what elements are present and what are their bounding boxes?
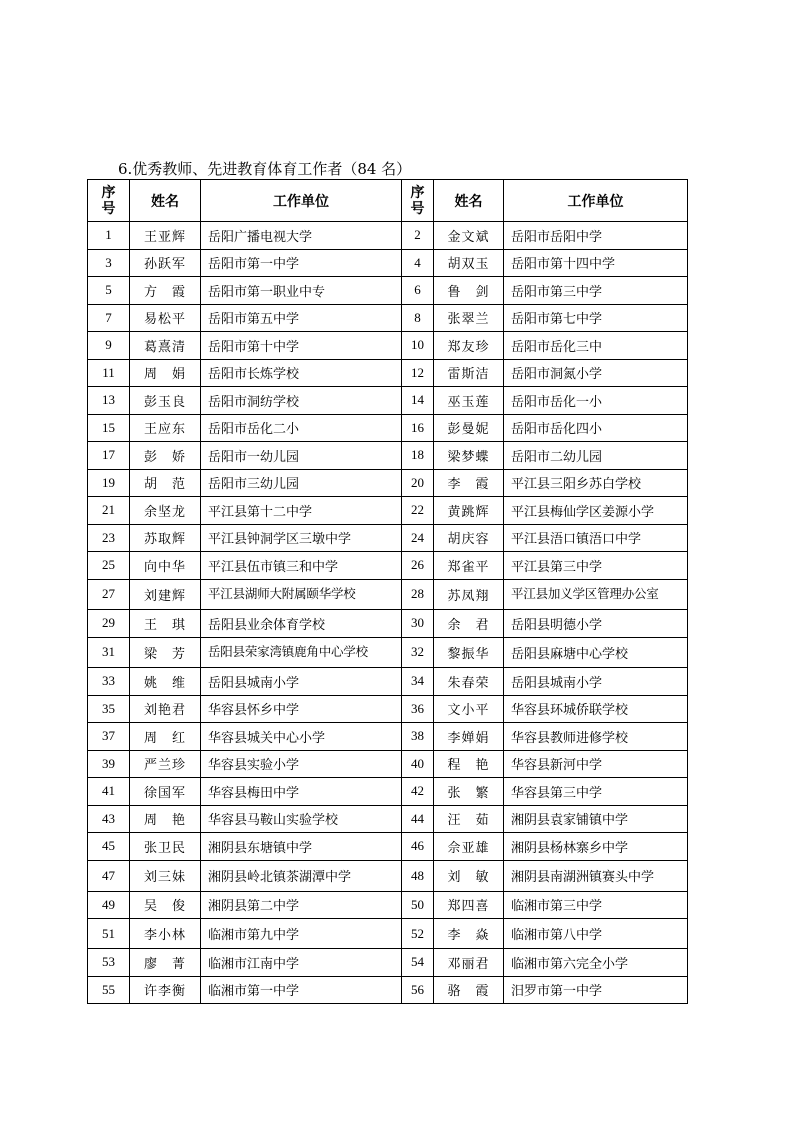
table-row [88, 723, 688, 751]
unit-cell-right: 岳阳市第七中学 [504, 304, 688, 332]
seq-cell-right: 14 [402, 387, 434, 415]
unit-cell-left: 临湘市第一中学 [201, 976, 402, 1004]
seq-cell-left: 41 [88, 778, 130, 806]
seq-cell-right: 38 [402, 723, 434, 751]
seq-cell-left: 11 [88, 359, 130, 387]
seq-cell-right: 40 [402, 750, 434, 778]
name-cell-left: 胡 范 [130, 469, 201, 497]
header-unit-right: 工作单位 [504, 180, 688, 222]
unit-cell-right: 湘阴县袁家铺镇中学 [504, 805, 688, 833]
name-cell-right: 佘亚雄 [434, 833, 504, 861]
unit-cell-left: 湘阴县第二中学 [201, 891, 402, 919]
unit-cell-left: 岳阳县城南小学 [201, 668, 402, 696]
unit-cell-right: 湘阴县南湖洲镇赛头中学 [504, 860, 688, 891]
table-row [88, 524, 688, 552]
unit-cell-right: 汨罗市第一中学 [504, 976, 688, 1004]
seq-cell-right: 42 [402, 778, 434, 806]
name-cell-left: 刘三妹 [130, 860, 201, 891]
name-cell-left: 张卫民 [130, 833, 201, 861]
seq-cell-left: 49 [88, 891, 130, 919]
unit-cell-right: 平江县加义学区管理办公室 [504, 579, 688, 610]
name-cell-left: 周 艳 [130, 805, 201, 833]
unit-cell-left: 平江县伍市镇三和中学 [201, 552, 402, 580]
name-cell-left: 许李衡 [130, 976, 201, 1004]
seq-cell-left: 45 [88, 833, 130, 861]
name-cell-right: 余 君 [434, 610, 504, 638]
unit-cell-left: 岳阳广播电视大学 [201, 222, 402, 250]
seq-cell-left: 27 [88, 579, 130, 610]
seq-cell-left: 29 [88, 610, 130, 638]
table-row [88, 833, 688, 861]
table-row [88, 668, 688, 696]
name-cell-right: 苏凤翔 [434, 579, 504, 610]
section-title: 6.优秀教师、先进教育体育工作者（84 名） [118, 160, 412, 178]
seq-cell-right: 50 [402, 891, 434, 919]
unit-cell-left: 临湘市第九中学 [201, 919, 402, 949]
unit-cell-right: 临湘市第六完全小学 [504, 949, 688, 977]
unit-cell-right: 岳阳市第十四中学 [504, 249, 688, 277]
unit-cell-right: 华容县教师进修学校 [504, 723, 688, 751]
unit-cell-left: 岳阳市第一职业中专 [201, 277, 402, 305]
table-row [88, 249, 688, 277]
name-cell-left: 周 红 [130, 723, 201, 751]
unit-cell-right: 岳阳县明德小学 [504, 610, 688, 638]
seq-cell-right: 30 [402, 610, 434, 638]
seq-cell-left: 23 [88, 524, 130, 552]
name-cell-left: 徐国军 [130, 778, 201, 806]
unit-cell-right: 岳阳市洞氮小学 [504, 359, 688, 387]
table-row [88, 695, 688, 723]
award-table [87, 179, 688, 1004]
name-cell-left: 李小林 [130, 919, 201, 949]
name-cell-right: 朱春荣 [434, 668, 504, 696]
seq-cell-right: 2 [402, 222, 434, 250]
seq-cell-right: 36 [402, 695, 434, 723]
unit-cell-left: 平江县湖师大附属颐华学校 [201, 579, 402, 610]
unit-cell-right: 岳阳县麻塘中心学校 [504, 637, 688, 668]
table-row [88, 387, 688, 415]
header-unit: 工作单位 [201, 180, 402, 222]
name-cell-left: 姚 维 [130, 668, 201, 696]
name-cell-right: 李 焱 [434, 919, 504, 949]
name-cell-right: 刘 敏 [434, 860, 504, 891]
seq-cell-right: 34 [402, 668, 434, 696]
unit-cell-left: 临湘市江南中学 [201, 949, 402, 977]
name-cell-right: 郑雀平 [434, 552, 504, 580]
unit-cell-right: 平江县梅仙学区姜源小学 [504, 497, 688, 525]
name-cell-left: 余坚龙 [130, 497, 201, 525]
seq-cell-left: 31 [88, 637, 130, 668]
name-cell-right: 胡双玉 [434, 249, 504, 277]
name-cell-left: 苏取辉 [130, 524, 201, 552]
name-cell-right: 金文斌 [434, 222, 504, 250]
seq-cell-left: 35 [88, 695, 130, 723]
unit-cell-left: 岳阳市第一中学 [201, 249, 402, 277]
seq-cell-right: 6 [402, 277, 434, 305]
header-name: 姓名 [130, 180, 201, 222]
table-row [88, 332, 688, 360]
name-cell-left: 王应东 [130, 414, 201, 442]
name-cell-right: 鲁 剑 [434, 277, 504, 305]
table-row [88, 497, 688, 525]
unit-cell-right: 华容县环城侨联学校 [504, 695, 688, 723]
seq-cell-left: 5 [88, 277, 130, 305]
unit-cell-right: 岳阳市二幼儿园 [504, 442, 688, 470]
unit-cell-left: 岳阳市第十中学 [201, 332, 402, 360]
unit-cell-right: 岳阳市岳化四小 [504, 414, 688, 442]
name-cell-right: 胡庆容 [434, 524, 504, 552]
table-row [88, 949, 688, 977]
header-seq-line2: 号 [101, 200, 116, 217]
name-cell-right: 彭曼妮 [434, 414, 504, 442]
unit-cell-left: 岳阳市一幼儿园 [201, 442, 402, 470]
seq-cell-right: 32 [402, 637, 434, 668]
name-cell-left: 吴 俊 [130, 891, 201, 919]
unit-cell-left: 岳阳市洞纺学校 [201, 387, 402, 415]
name-cell-right: 郑友珍 [434, 332, 504, 360]
table-row [88, 891, 688, 919]
seq-cell-left: 51 [88, 919, 130, 949]
name-cell-left: 严兰珍 [130, 750, 201, 778]
name-cell-right: 骆 霞 [434, 976, 504, 1004]
unit-cell-right: 华容县第三中学 [504, 778, 688, 806]
unit-cell-left: 岳阳县荣家湾镇鹿角中心学校 [201, 637, 402, 668]
name-cell-left: 彭 娇 [130, 442, 201, 470]
seq-cell-left: 37 [88, 723, 130, 751]
header-name-right: 姓名 [434, 180, 504, 222]
seq-cell-left: 9 [88, 332, 130, 360]
unit-cell-right: 岳阳县城南小学 [504, 668, 688, 696]
unit-cell-left: 岳阳市长炼学校 [201, 359, 402, 387]
unit-cell-right: 华容县新河中学 [504, 750, 688, 778]
unit-cell-left: 岳阳市第五中学 [201, 304, 402, 332]
name-cell-right: 文小平 [434, 695, 504, 723]
unit-cell-left: 岳阳市三幼儿园 [201, 469, 402, 497]
seq-cell-right: 24 [402, 524, 434, 552]
seq-cell-right: 52 [402, 919, 434, 949]
unit-cell-left: 岳阳市岳化二小 [201, 414, 402, 442]
table-row [88, 778, 688, 806]
table-row [88, 469, 688, 497]
unit-cell-left: 湘阴县东塘镇中学 [201, 833, 402, 861]
unit-cell-right: 岳阳市岳阳中学 [504, 222, 688, 250]
unit-cell-left: 岳阳县业余体育学校 [201, 610, 402, 638]
unit-cell-left: 平江县钟洞学区三墩中学 [201, 524, 402, 552]
name-cell-left: 方 霞 [130, 277, 201, 305]
seq-cell-left: 55 [88, 976, 130, 1004]
seq-cell-right: 16 [402, 414, 434, 442]
table-row [88, 414, 688, 442]
seq-cell-left: 25 [88, 552, 130, 580]
name-cell-right: 张翠兰 [434, 304, 504, 332]
name-cell-left: 王亚辉 [130, 222, 201, 250]
table-row [88, 750, 688, 778]
seq-cell-right: 4 [402, 249, 434, 277]
table-row [88, 579, 688, 610]
unit-cell-right: 临湘市第八中学 [504, 919, 688, 949]
seq-cell-left: 1 [88, 222, 130, 250]
seq-cell-right: 20 [402, 469, 434, 497]
unit-cell-left: 华容县怀乡中学 [201, 695, 402, 723]
header-seq-right [402, 180, 434, 222]
unit-cell-right: 临湘市第三中学 [504, 891, 688, 919]
seq-cell-right: 18 [402, 442, 434, 470]
seq-cell-right: 56 [402, 976, 434, 1004]
unit-cell-right: 岳阳市岳化一小 [504, 387, 688, 415]
unit-cell-left: 华容县梅田中学 [201, 778, 402, 806]
seq-cell-right: 8 [402, 304, 434, 332]
name-cell-left: 葛熹清 [130, 332, 201, 360]
seq-cell-left: 53 [88, 949, 130, 977]
name-cell-left: 周 娟 [130, 359, 201, 387]
seq-cell-right: 54 [402, 949, 434, 977]
unit-cell-left: 平江县第十二中学 [201, 497, 402, 525]
seq-cell-right: 22 [402, 497, 434, 525]
name-cell-right: 邓丽君 [434, 949, 504, 977]
table-row [88, 610, 688, 638]
header-seq-right-line1: 序 [410, 184, 425, 201]
table-row [88, 976, 688, 1004]
header-seq-line1: 序 [101, 184, 116, 201]
table-row [88, 860, 688, 891]
seq-cell-left: 43 [88, 805, 130, 833]
unit-cell-left: 华容县城关中心小学 [201, 723, 402, 751]
name-cell-left: 彭玉良 [130, 387, 201, 415]
seq-cell-left: 47 [88, 860, 130, 891]
header-seq-right-line2: 号 [410, 200, 425, 217]
name-cell-left: 向中华 [130, 552, 201, 580]
unit-cell-right: 湘阴县杨林寨乡中学 [504, 833, 688, 861]
seq-cell-left: 39 [88, 750, 130, 778]
unit-cell-left: 华容县实验小学 [201, 750, 402, 778]
name-cell-left: 刘艳君 [130, 695, 201, 723]
seq-cell-right: 44 [402, 805, 434, 833]
seq-cell-right: 12 [402, 359, 434, 387]
name-cell-right: 汪 茹 [434, 805, 504, 833]
name-cell-right: 李 霞 [434, 469, 504, 497]
name-cell-right: 郑四喜 [434, 891, 504, 919]
seq-cell-right: 28 [402, 579, 434, 610]
name-cell-right: 巫玉莲 [434, 387, 504, 415]
table-row [88, 637, 688, 668]
unit-cell-right: 平江县三阳乡苏白学校 [504, 469, 688, 497]
unit-cell-left: 湘阴县岭北镇茶湖潭中学 [201, 860, 402, 891]
unit-cell-right: 平江县第三中学 [504, 552, 688, 580]
table-row [88, 304, 688, 332]
name-cell-left: 王 琪 [130, 610, 201, 638]
seq-cell-left: 21 [88, 497, 130, 525]
name-cell-right: 李婵娟 [434, 723, 504, 751]
unit-cell-right: 岳阳市第三中学 [504, 277, 688, 305]
unit-cell-right: 岳阳市岳化三中 [504, 332, 688, 360]
seq-cell-left: 19 [88, 469, 130, 497]
header-seq [88, 180, 130, 222]
seq-cell-right: 26 [402, 552, 434, 580]
name-cell-right: 雷斯洁 [434, 359, 504, 387]
name-cell-right: 程 艳 [434, 750, 504, 778]
name-cell-right: 黎振华 [434, 637, 504, 668]
name-cell-right: 张 繁 [434, 778, 504, 806]
table-row [88, 359, 688, 387]
table-row [88, 222, 688, 250]
name-cell-right: 黄跳辉 [434, 497, 504, 525]
unit-cell-right: 平江县浯口镇浯口中学 [504, 524, 688, 552]
name-cell-left: 易松平 [130, 304, 201, 332]
table-row [88, 552, 688, 580]
seq-cell-left: 7 [88, 304, 130, 332]
name-cell-left: 廖 菁 [130, 949, 201, 977]
seq-cell-left: 17 [88, 442, 130, 470]
table-row [88, 919, 688, 949]
name-cell-left: 孙跃军 [130, 249, 201, 277]
name-cell-right: 梁梦蝶 [434, 442, 504, 470]
table-header-row [88, 180, 688, 222]
seq-cell-right: 10 [402, 332, 434, 360]
seq-cell-right: 48 [402, 860, 434, 891]
unit-cell-left: 华容县马鞍山实验学校 [201, 805, 402, 833]
seq-cell-right: 46 [402, 833, 434, 861]
seq-cell-left: 15 [88, 414, 130, 442]
seq-cell-left: 33 [88, 668, 130, 696]
name-cell-left: 梁 芳 [130, 637, 201, 668]
seq-cell-left: 13 [88, 387, 130, 415]
seq-cell-left: 3 [88, 249, 130, 277]
name-cell-left: 刘建辉 [130, 579, 201, 610]
table-row [88, 805, 688, 833]
table-row [88, 442, 688, 470]
table-row [88, 277, 688, 305]
